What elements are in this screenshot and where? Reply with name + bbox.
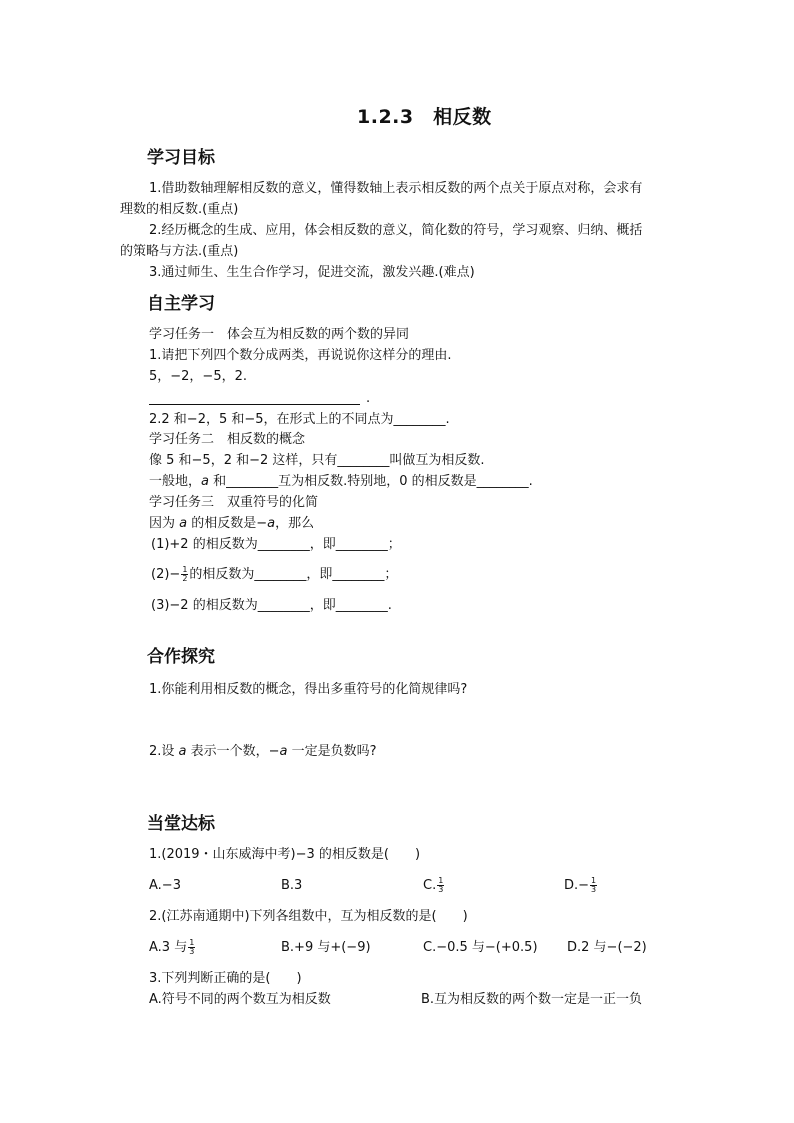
exercise-3: (3)−2 的相反数为________，即________. xyxy=(151,598,392,613)
q3-option-a: A.符号不同的两个数互为相反数 xyxy=(149,992,331,1007)
q1-option-c: C. $\frac{1}{3}$ xyxy=(423,876,444,894)
goal-1-line-b: 理数的相反数.(重点) xyxy=(120,202,239,217)
fraction-one-half: $\frac{1}{2}$ xyxy=(182,565,188,583)
q1-option-a: A.−3 xyxy=(149,878,181,893)
exercise-1: (1)+2 的相反数为________，即________； xyxy=(151,537,401,552)
fraction-one-third: $\frac{1}{3}$ xyxy=(591,876,597,894)
exercise-2: (2)− $\frac{1}{2}$ 的相反数为________，即________； xyxy=(151,565,398,583)
answer-line-period: . xyxy=(366,391,371,406)
task-2-title: 学习任务二 相反数的概念 xyxy=(149,432,306,447)
test-question-2: 2.(江苏南通期中)下列各组数中，互为相反数的是( ) xyxy=(149,909,468,924)
answer-line xyxy=(149,404,360,405)
test-heading: 当堂达标 xyxy=(147,814,215,834)
coop-question-1: 1.你能利用相反数的概念，得出多重符号的化简规律吗? xyxy=(149,682,468,697)
coop-question-2: 2.设 a 表示一个数，−a 一定是负数吗? xyxy=(149,744,377,759)
task-1-question-2: 2.2 和−2，5 和−5，在形式上的不同点为________. xyxy=(149,412,450,427)
task-3-intro: 因为 a 的相反数是−a，那么 xyxy=(149,516,315,531)
test-question-3: 3.下列判断正确的是( ) xyxy=(149,971,302,986)
q2-option-d: D.2 与−(−2) xyxy=(567,940,647,955)
goal-2-line-b: 的策略与方法.(重点) xyxy=(120,244,239,259)
page-title: 1.2.3 相反数 xyxy=(357,106,492,128)
task-1-question-1: 1.请把下列四个数分成两类，再说说你这样分的理由. xyxy=(149,348,452,363)
q2-option-a: A.3 与 $\frac{1}{3}$ xyxy=(149,938,195,956)
self-study-heading: 自主学习 xyxy=(147,294,215,314)
test-question-1: 1.(2019・山东威海中考)−3 的相反数是( ) xyxy=(149,847,421,862)
q3-option-b: B.互为相反数的两个数一定是一正一负 xyxy=(421,992,643,1007)
fraction-one-third: $\frac{1}{3}$ xyxy=(438,876,444,894)
goal-1-line-a: 1.借助数轴理解相反数的意义，懂得数轴上表示相反数的两个点关于原点对称，会求有 xyxy=(149,181,643,196)
task-1-title: 学习任务一 体会互为相反数的两个数的异同 xyxy=(149,327,410,342)
q2-option-b: B.+9 与+(−9) xyxy=(281,940,371,955)
fraction-one-third: $\frac{1}{3}$ xyxy=(189,938,195,956)
goal-3: 3.通过师生、生生合作学习，促进交流，激发兴趣.(难点) xyxy=(149,265,475,280)
number-list: 5，−2，−5，2. xyxy=(149,369,248,384)
q1-option-b: B.3 xyxy=(281,878,303,893)
coop-heading: 合作探究 xyxy=(147,647,215,667)
goal-2-line-a: 2.经历概念的生成、应用，体会相反数的意义，简化数的符号，学习观察、归纳、概括 xyxy=(149,223,643,238)
concept-line-2: 一般地，a 和________互为相反数.特别地，0 的相反数是________. xyxy=(149,474,533,489)
q2-option-c: C.−0.5 与−(+0.5) xyxy=(423,940,538,955)
concept-line-1: 像 5 和−5，2 和−2 这样，只有________叫做互为相反数. xyxy=(149,453,485,468)
q1-option-d: D.− $\frac{1}{3}$ xyxy=(564,876,597,894)
task-3-title: 学习任务三 双重符号的化简 xyxy=(149,495,319,510)
goals-heading: 学习目标 xyxy=(147,148,215,168)
